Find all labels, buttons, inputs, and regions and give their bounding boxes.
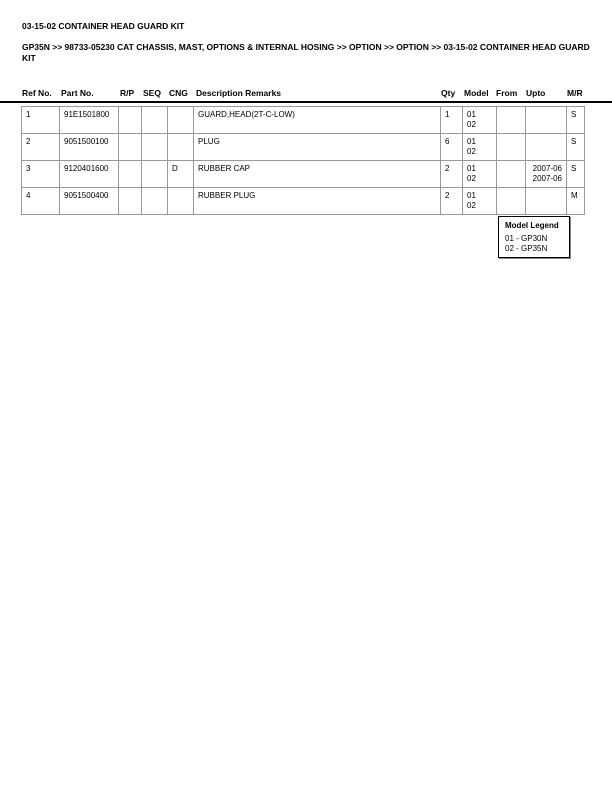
cell-ref [22,188,60,215]
table-row [22,107,585,134]
ref-text: 3 [26,164,31,173]
col-mr: M/R [567,88,583,98]
cell-upto [526,107,567,134]
mr-text: S [571,164,577,173]
model-text: 02 [467,174,476,183]
cell-from [497,161,526,188]
cell-mr [567,161,585,188]
upto-text: 2007-06 [532,174,562,183]
description-text: PLUG [198,137,220,146]
cell-mr [567,188,585,215]
model-text: 01 [467,164,476,173]
qty-text: 6 [445,137,450,146]
cell-part-no [60,107,119,134]
cell-qty [441,161,463,188]
ref-text: 2 [26,137,31,146]
col-upto: Upto [526,88,546,98]
cell-description [194,107,441,134]
part-no-text: 9051500400 [64,191,109,200]
cell-description [194,134,441,161]
cell-model [463,188,497,215]
qty-text: 1 [445,110,450,119]
description-text: RUBBER CAP [198,164,251,173]
model-text: 02 [467,201,476,210]
cell-rp [119,107,142,134]
model-text: 01 [467,191,476,200]
part-no-text: 9051500100 [64,137,109,146]
cell-ref [22,161,60,188]
qty-text: 2 [445,191,450,200]
cell-upto [526,134,567,161]
cell-qty [441,134,463,161]
cell-seq [142,134,168,161]
cell-cng [168,188,194,215]
model-text: 01 [467,137,476,146]
ref-text: 4 [26,191,31,200]
description-text: GUARD,HEAD(2T-C-LOW) [198,110,295,119]
cell-qty [441,188,463,215]
legend-item: 01 - GP30N [505,234,548,243]
col-cng: CNG [169,88,188,98]
cell-model [463,161,497,188]
mr-text: S [571,137,577,146]
cell-mr [567,134,585,161]
col-ref: Ref No. [22,88,52,98]
cell-cng [168,134,194,161]
col-seq: SEQ [143,88,161,98]
cell-cng [168,107,194,134]
cell-seq [142,107,168,134]
table-row [22,161,585,188]
table-row [22,134,585,161]
cng-text: D [172,164,178,173]
ref-text: 1 [26,110,31,119]
upto-text: 2007-06 [532,164,562,173]
qty-text: 2 [445,164,450,173]
col-desc: Description Remarks [196,88,282,98]
legend-title: Model Legend [505,221,559,230]
cell-qty [441,107,463,134]
cell-part-no [60,188,119,215]
cell-model [463,107,497,134]
col-qty: Qty [441,88,456,98]
part-no-text: 91E1501800 [64,110,110,119]
part-no-text: 9120401600 [64,164,109,173]
page-title: 03-15-02 CONTAINER HEAD GUARD KIT [22,21,185,31]
parts-table [21,106,585,215]
cell-cng [168,161,194,188]
model-text: 02 [467,147,476,156]
cell-from [497,134,526,161]
model-legend [498,216,570,258]
col-part: Part No. [61,88,94,98]
cell-description [194,161,441,188]
header-rule [0,101,612,103]
cell-upto [526,188,567,215]
mr-text: S [571,110,577,119]
model-text: 02 [467,120,476,129]
table-row [22,188,585,215]
cell-ref [22,134,60,161]
cell-part-no [60,161,119,188]
mr-text: M [571,191,578,200]
cell-from [497,107,526,134]
cell-seq [142,161,168,188]
cell-from [497,188,526,215]
cell-description [194,188,441,215]
description-text: RUBBER PLUG [198,191,256,200]
model-text: 01 [467,110,476,119]
cell-seq [142,188,168,215]
cell-mr [567,107,585,134]
cell-model [463,134,497,161]
col-rp: R/P [120,88,135,98]
cell-part-no [60,134,119,161]
breadcrumb: GP35N >> 98733-05230 CAT CHASSIS, MAST, OPTIONS & INTERNAL HOSING >> OPTION >> OPTION >> 03-15-02 CONTAINER HEAD GUARD KIT [22,42,590,63]
legend-item: 02 - GP35N [505,244,548,253]
col-from: From [496,88,518,98]
col-model: Model [464,88,489,98]
cell-rp [119,161,142,188]
cell-rp [119,134,142,161]
cell-upto [526,161,567,188]
cell-rp [119,188,142,215]
cell-ref [22,107,60,134]
